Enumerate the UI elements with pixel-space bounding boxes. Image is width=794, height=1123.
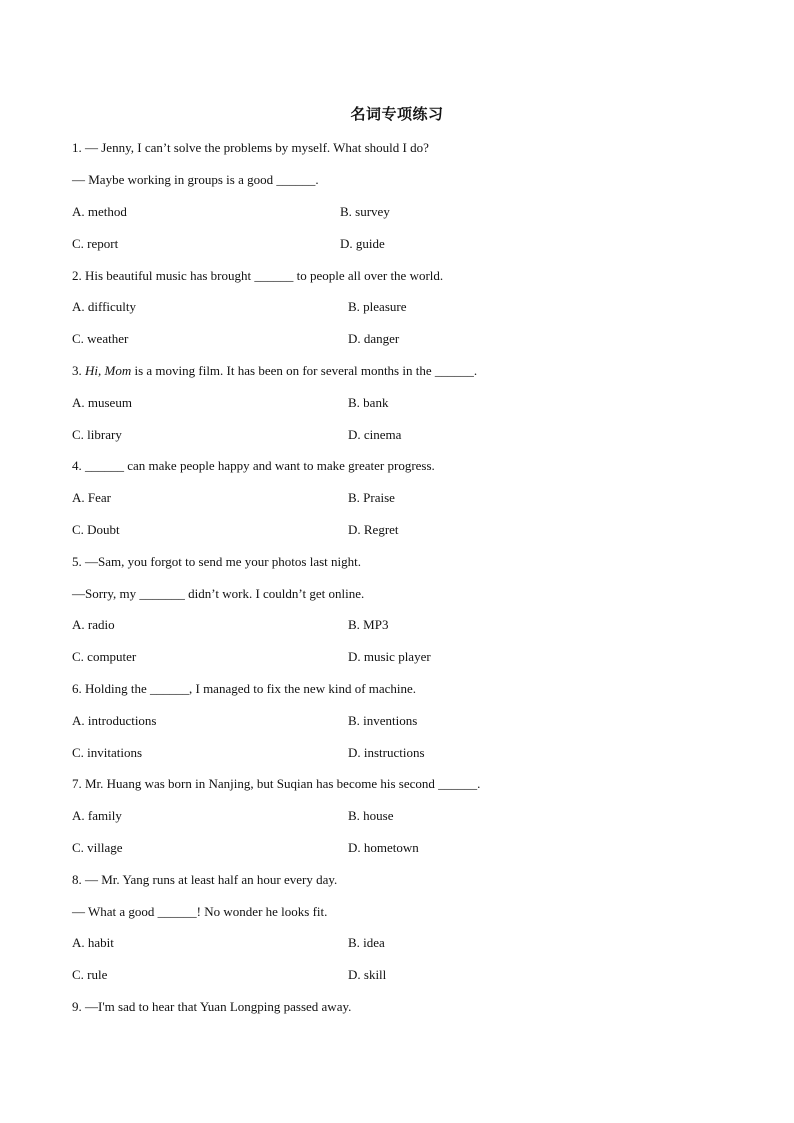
- question-5-option-c: C. computer: [72, 649, 137, 664]
- question-8-option-d: D. skill: [348, 967, 387, 982]
- question-6-option-a: A. introductions: [72, 713, 157, 728]
- question-5-option-d: D. music player: [348, 649, 431, 664]
- question-4-option-d: D. Regret: [348, 522, 399, 537]
- question-6-option-d: D. instructions: [348, 745, 425, 760]
- question-3-text: is a moving film. It has been on for several months in the ______.: [131, 363, 478, 378]
- question-3-option-c: C. library: [72, 427, 122, 442]
- question-4-option-c: C. Doubt: [72, 522, 120, 537]
- question-1-option-a: A. method: [72, 204, 127, 219]
- question-6-option-c: C. invitations: [72, 745, 143, 760]
- question-8-option-b: B. idea: [348, 935, 385, 950]
- question-5-stem: 5. —Sam, you forgot to send me your photos last night.: [72, 554, 361, 569]
- film-title: Hi, Mom: [85, 363, 132, 378]
- question-1-option-b: B. survey: [340, 204, 390, 219]
- question-3-option-d: D. cinema: [348, 427, 402, 442]
- question-1-line2: — Maybe working in groups is a good ______.: [72, 172, 319, 187]
- question-6-option-b: B. inventions: [348, 713, 418, 728]
- question-9-stem: 9. —I'm sad to hear that Yuan Longping passed away.: [72, 999, 352, 1014]
- question-3-stem: [72, 363, 477, 379]
- question-7-option-c: C. village: [72, 840, 123, 855]
- question-1-option-d: D. guide: [340, 236, 385, 251]
- question-7-option-d: D. hometown: [348, 840, 419, 855]
- question-3-option-b: B. bank: [348, 395, 389, 410]
- question-1-stem: 1. — Jenny, I can’t solve the problems by myself. What should I do?: [72, 140, 429, 155]
- question-4-stem: 4. ______ can make people happy and want to make greater progress.: [72, 458, 435, 473]
- question-1-option-c: C. report: [72, 236, 119, 251]
- question-6-stem: 6. Holding the ______, I managed to fix the new kind of machine.: [72, 681, 417, 696]
- question-3-option-a: A. museum: [72, 395, 132, 410]
- question-7-option-b: B. house: [348, 808, 394, 823]
- question-5-option-b: B. MP3: [348, 617, 389, 632]
- page-title: 名词专项练习: [350, 105, 444, 123]
- question-2-option-a: A. difficulty: [72, 299, 137, 314]
- question-2-option-d: D. danger: [348, 331, 400, 346]
- question-5-option-a: A. radio: [72, 617, 115, 632]
- question-4-option-a: A. Fear: [72, 490, 111, 505]
- question-8-option-a: A. habit: [72, 935, 114, 950]
- question-4-option-b: B. Praise: [348, 490, 395, 505]
- question-8-line2: — What a good ______! No wonder he looks fit.: [72, 904, 328, 919]
- question-8-stem: 8. — Mr. Yang runs at least half an hour every day.: [72, 872, 338, 887]
- question-7-stem: 7. Mr. Huang was born in Nanjing, but Suqian has become his second ______.: [72, 776, 481, 791]
- question-3-number: 3.: [72, 363, 85, 378]
- question-8-option-c: C. rule: [72, 967, 108, 982]
- question-7-option-a: A. family: [72, 808, 122, 823]
- question-5-line2: —Sorry, my _______ didn’t work. I couldn’t get online.: [72, 586, 365, 601]
- question-2-option-c: C. weather: [72, 331, 129, 346]
- question-2-option-b: B. pleasure: [348, 299, 407, 314]
- question-2-stem: 2. His beautiful music has brought ______ to people all over the world.: [72, 268, 444, 283]
